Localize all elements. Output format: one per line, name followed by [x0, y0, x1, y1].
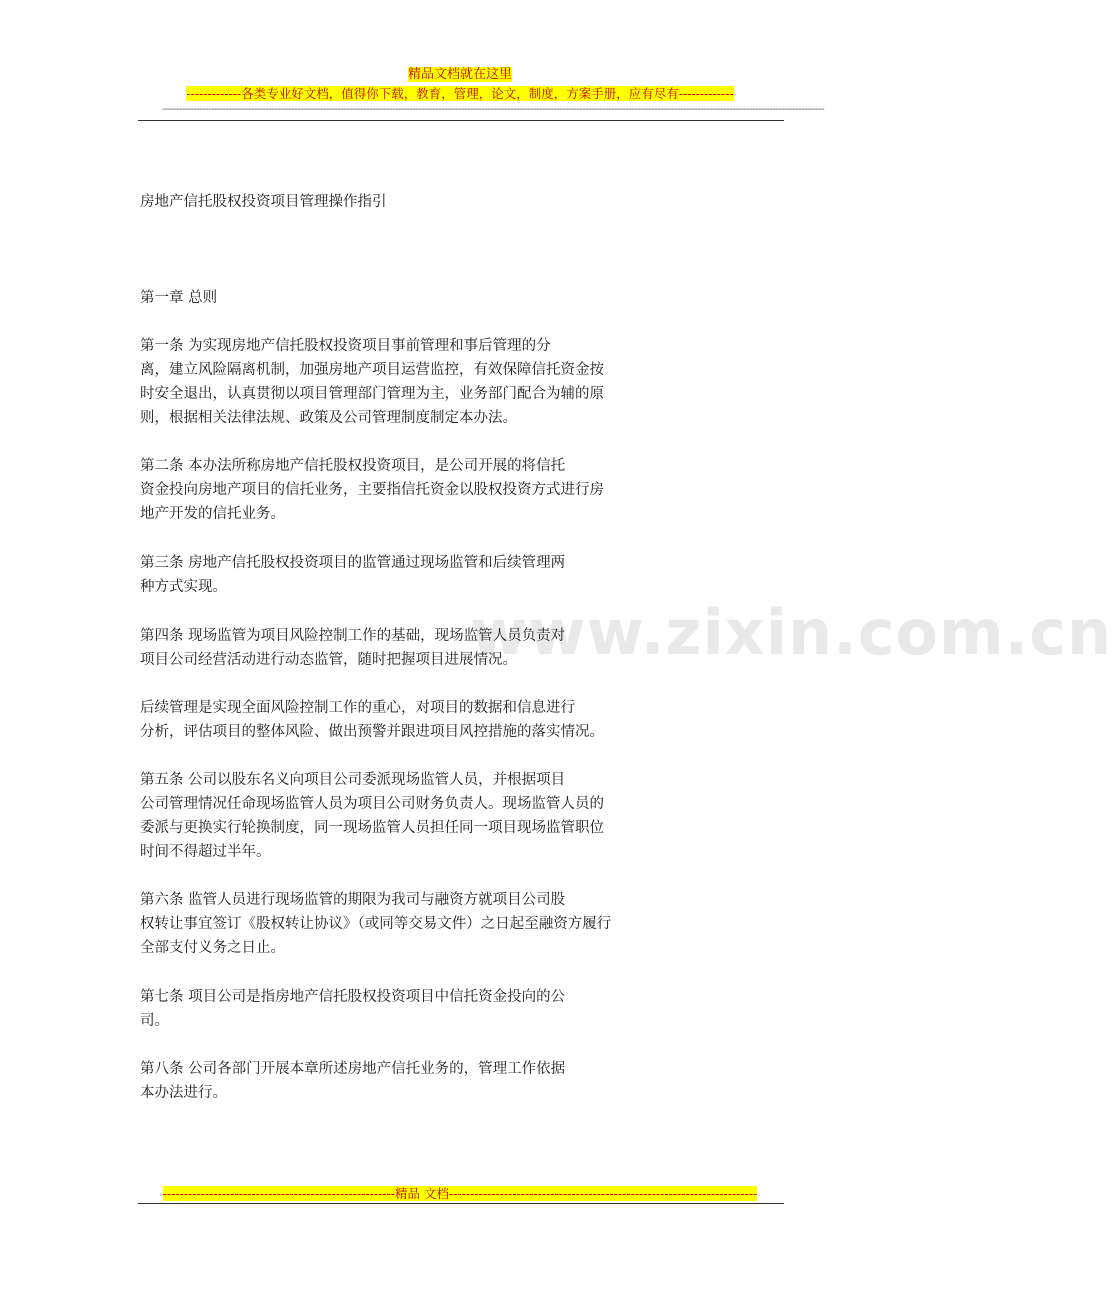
article-7: 第七条 项目公司是指房地产信托股权投资项目中信托资金投向的公 司。: [140, 989, 566, 1029]
article-6: 第六条 监管人员进行现场监管的期限为我司与融资方就项目公司股 权转让事宜签订《股权转让协议》（或同等交易文件）之日起至融资方履行 全部支付义务之日止。: [140, 892, 612, 956]
header-title: 精品文档就在这里: [407, 67, 512, 82]
article-1: 第一条 为实现房地产信托股权投资项目事前管理和事后管理的分 离，建立风险隔离机制，加强房地产项目运营监控，有效保障信托资金按 时安全退出，认真贯彻以项目管理部门管理为主，业务部门配合为辅的原 则，根据相关法律法规、政策及公司管理制度制定本办法。: [140, 338, 604, 426]
footer-banner: -------------------------------------------------------精品 文档-------------------------------------------------------------------------: [162, 1186, 758, 1201]
watermark: www.zixin.com.cn: [470, 596, 1112, 669]
document-title: 房地产信托股权投资项目管理操作指引: [140, 194, 387, 210]
footer-rule: [138, 1203, 784, 1204]
article-4: 第四条 现场监管为项目风险控制工作的基础，现场监管人员负责对 项目公司经营活动进行动态监管，随时把握项目进展情况。: [140, 628, 566, 668]
article-3: 第三条 房地产信托股权投资项目的监管通过现场监管和后续管理两 种方式实现。: [140, 555, 566, 595]
article-2: 第二条 本办法所称房地产信托股权投资项目，是公司开展的将信托 资金投向房地产项目的信托业务，主要指信托资金以股权投资方式进行房 地产开发的信托业务。: [140, 458, 604, 522]
article-8: 第八条 公司各部门开展本章所述房地产信托业务的，管理工作依据 本办法进行。: [140, 1061, 566, 1101]
chapter-heading: 第一章 总则: [140, 290, 218, 306]
header-dash-line: --------------------------------------------------------------------------------------------------------------------------------------------------------------------------------------------------------------------------------------: [162, 104, 825, 115]
article-5: 第五条 公司以股东名义向项目公司委派现场监管人员，并根据项目 公司管理情况任命现场监管人员为项目公司财务负责人。现场监管人员的 委派与更换实行轮换制度，同一现场监管人员担任同一项目现场监管职位 时间不得超过半年。: [140, 772, 604, 860]
article-4-followup: 后续管理是实现全面风险控制工作的重心，对项目的数据和信息进行 分析，评估项目的整体风险、做出预警并跟进项目风控措施的落实情况。: [140, 700, 604, 740]
header-rule: [138, 120, 784, 121]
header-tagline: -------------各类专业好文档，值得你下载，教育，管理，论文，制度，方案手册，应有尽有-------------: [186, 86, 734, 101]
